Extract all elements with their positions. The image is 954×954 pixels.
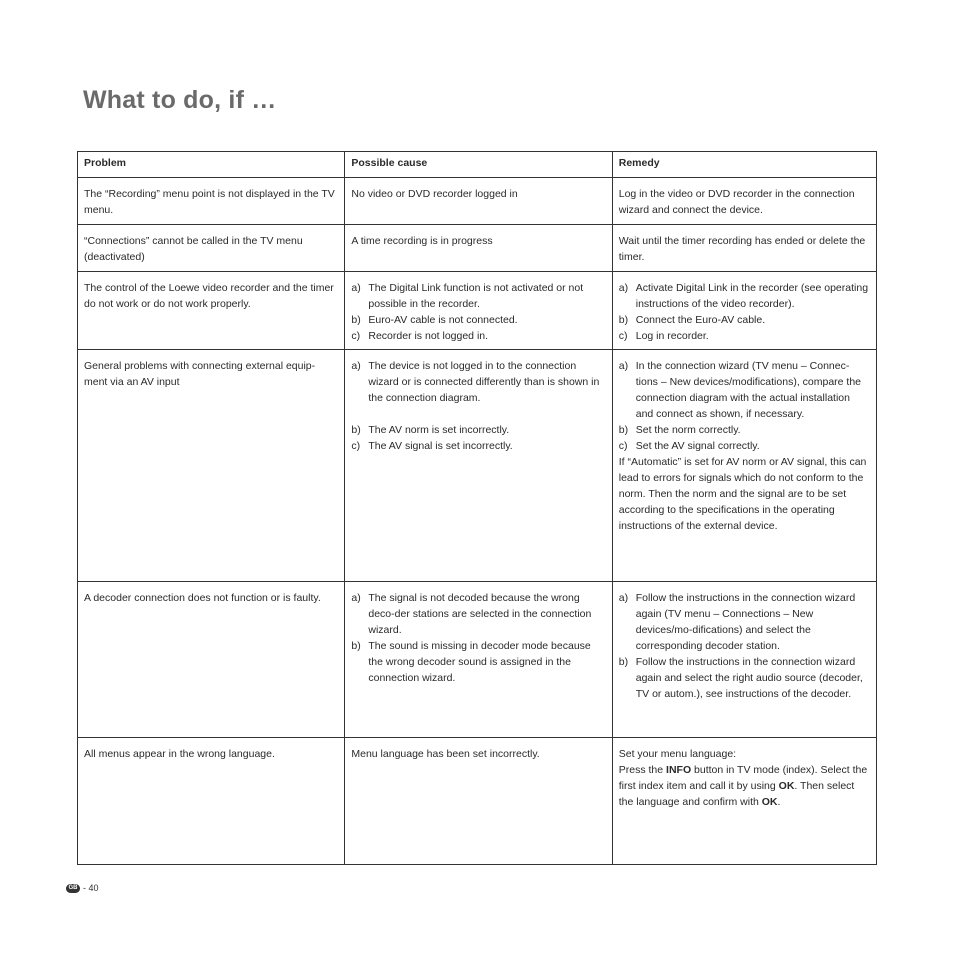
cause-cell: No video or DVD recorder logged in <box>345 178 612 225</box>
cause-cell <box>345 350 612 582</box>
remedy-cell <box>612 738 876 865</box>
remedy-list <box>619 280 870 344</box>
list-item: a) The Digital Link function is not activated or not possible in the recorder. <box>351 282 584 310</box>
remedy-list <box>619 358 870 454</box>
problem-cell: A decoder connection does not function or is faulty. <box>78 582 345 738</box>
page-title: What to do, if … <box>83 86 277 114</box>
list-item: b) The AV norm is set incorrectly. <box>351 424 510 436</box>
remedy-list <box>619 590 870 702</box>
table-row <box>78 350 877 582</box>
cause-cell <box>345 272 612 350</box>
list-item: b) Set the norm correctly. <box>618 424 741 436</box>
problem-cell: The control of the Loewe video recorder and the timer do not work or do not work properly. <box>78 272 345 350</box>
header-cause: Possible cause <box>345 152 612 178</box>
list-item: a) The device is not logged in to the connection wizard or is connected differently than is shown in the connection diagram. <box>351 360 600 404</box>
cause-cell: A time recording is in progress <box>345 225 612 272</box>
list-item: b) Euro-AV cable is not connected. <box>351 314 518 326</box>
problem-cell: “Connections” cannot be called in the TV menu (deactivated) <box>78 225 345 272</box>
list-item: c) Log in recorder. <box>618 330 709 342</box>
list-item: a) The signal is not decoded because the wrong deco-der stations are selected in the connection wizard. <box>351 592 592 636</box>
ok-key-label: OK <box>778 780 795 792</box>
page-footer <box>66 883 99 893</box>
cause-list <box>351 280 605 344</box>
cause-list <box>351 590 605 686</box>
remedy-note: If “Automatic” is set for AV norm or AV signal, this can lead to errors for signals which do not conform to the norm. Then the norm and the signal are to be set according to the specifications in the operating instructions of the external device. <box>618 456 867 532</box>
remedy-cell <box>612 582 876 738</box>
remedy-cell: Wait until the timer recording has ended or delete the timer. <box>612 225 876 272</box>
list-item: c) The AV signal is set incorrectly. <box>351 440 513 452</box>
list-item: b) Follow the instructions in the connection wizard again and select the right audio source (decoder, TV or autom.), see instructions of the decoder. <box>618 656 863 700</box>
list-item: a) Follow the instructions in the connection wizard again (TV menu – Connections – New devices/mo-difications) and select the corresponding decoder station. <box>618 592 856 652</box>
list-item: a) Activate Digital Link in the recorder (see operating instructions of the video recorder). <box>618 282 869 310</box>
table-header-row <box>78 152 877 178</box>
table-row <box>78 225 877 272</box>
remedy-cell <box>612 350 876 582</box>
problem-cell: All menus appear in the wrong language. <box>78 738 345 865</box>
problem-cell: The “Recording” menu point is not displayed in the TV menu. <box>78 178 345 225</box>
ok-key-label: OK <box>761 796 778 808</box>
list-item: c) Recorder is not logged in. <box>351 330 489 342</box>
table-row <box>78 272 877 350</box>
remedy-cell <box>612 272 876 350</box>
table-row <box>78 178 877 225</box>
gb-language-icon: GB <box>66 884 80 893</box>
cause-cell <box>345 582 612 738</box>
list-item: a) In the connection wizard (TV menu – Connec-tions – New devices/modifications), compare the connection diagram with the actual installation and connect as shown, if necessary. <box>618 360 862 420</box>
remedy-cell: Log in the video or DVD recorder in the connection wizard and connect the device. <box>612 178 876 225</box>
remedy-intro: Set your menu language: <box>618 748 737 760</box>
table-row <box>78 738 877 865</box>
cause-cell: Menu language has been set incorrectly. <box>345 738 612 865</box>
remedy-instructions: Press the INFO button in TV mode (index). Select the first index item and call it by using OK. Then select the language and confirm with OK. <box>618 764 868 808</box>
page-number: - 40 <box>83 883 99 893</box>
problem-cell: General problems with connecting external equip-ment via an AV input <box>78 350 345 582</box>
list-item: b) Connect the Euro-AV cable. <box>618 314 766 326</box>
list-item: b) The sound is missing in decoder mode because the wrong decoder sound is assigned in the connection wizard. <box>351 640 591 684</box>
header-remedy: Remedy <box>612 152 876 178</box>
list-item: c) Set the AV signal correctly. <box>618 440 760 452</box>
info-key-label: INFO <box>666 764 692 776</box>
list-spacer <box>351 406 605 422</box>
header-problem: Problem <box>78 152 345 178</box>
troubleshooting-table <box>77 151 877 865</box>
table-row <box>78 582 877 738</box>
cause-list <box>351 358 605 454</box>
